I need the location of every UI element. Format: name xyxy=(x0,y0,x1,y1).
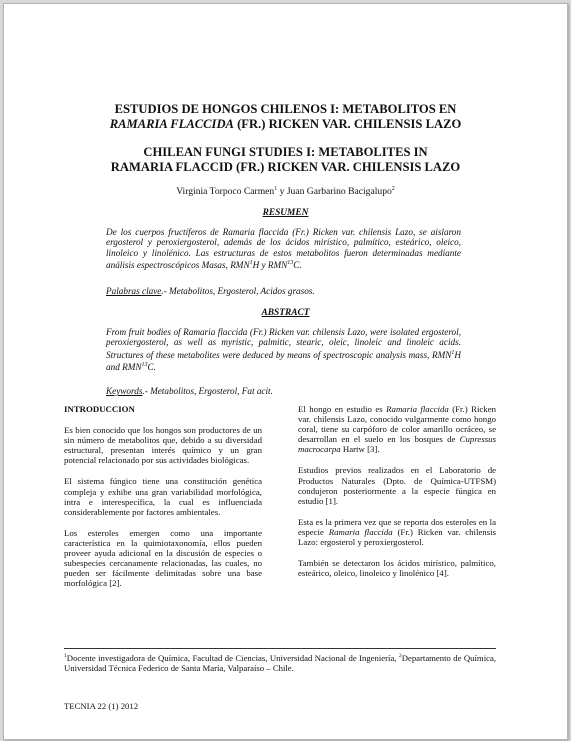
intro-paragraph-3: Los esteroles emergen como una importante característica en la quimiotaxonomía, ellos pueden proveer ayuda adicional en la discusión de especies o subespecies cercanamente relacionadas, las cuales, no pueden ser fácilmente delimitadas sobre una base morfológica [2]. xyxy=(64,527,262,589)
footnote-text-2: Departamento de Química, Universidad Técnica Federico de Santa María, Valparaíso – Chile. xyxy=(64,652,496,674)
footnote-mark-2: 2 xyxy=(398,653,402,659)
right-p3-species: Ramaria flaccida xyxy=(328,526,393,537)
abstract-body xyxy=(106,327,461,373)
abstract-heading: ABSTRACT xyxy=(261,308,310,318)
title-es-line2-rest: (FR.) RICKEN VAR. CHILENSIS LAZO xyxy=(233,117,462,131)
resumen-keywords-label: Palabras clave xyxy=(106,286,162,296)
resumen-keywords xyxy=(106,286,461,296)
right-p1-species: Ramaria flaccida xyxy=(386,404,449,414)
right-p1-text-e: Hartw [3]. xyxy=(340,444,380,455)
author-2: Juan Garbarino Bacigalupo xyxy=(286,186,392,198)
right-p3-text-c: (Fr.) Ricken var. chilensis Lazo: ergosterol y peroxiergosterol. xyxy=(298,526,497,548)
footnote-rule xyxy=(64,648,496,649)
paper-page xyxy=(3,3,568,740)
right-p1-tree-species: Cupressus macrocarpa xyxy=(298,434,496,455)
abstract-keywords xyxy=(106,386,461,396)
abstract-text-end: C. xyxy=(147,362,156,373)
abstract-keywords-label: Keywords xyxy=(106,386,143,396)
resumen-text-end: C. xyxy=(293,260,302,271)
author-1: Virginia Torpoco Carmen xyxy=(176,186,275,198)
resumen-heading: RESUMEN xyxy=(262,208,309,218)
author-line xyxy=(4,184,567,197)
resumen-sup-1: 1 xyxy=(249,260,253,267)
right-paragraph-3 xyxy=(298,517,496,547)
title-es-line2 xyxy=(4,117,567,131)
journal-footer: TECNIA 22 (1) 2012 xyxy=(64,701,139,711)
title-es-line1: ESTUDIOS DE HONGOS CHILENOS I: METABOLITOS EN xyxy=(114,102,457,116)
right-paragraph-4: También se detectaron los ácidos mirístico, palmítico, esteárico, oleico, linoleico y linolénico [4]. xyxy=(298,558,496,579)
author-1-mark: 1 xyxy=(274,186,278,192)
right-paragraph-2: Estudios previos realizados en el Laboratorio de Productos Naturales (Dpto. de Química-UTFSM) condujeron posteriormente a la especie fúngica en estudio [1]. xyxy=(298,465,496,506)
footnote-mark-1: 1 xyxy=(64,653,67,659)
resumen-text: De los cuerpos fructíferos de Ramaria flaccida (Fr.) Ricken var. chilensis Lazo, se aislaron ergosterol y peroxiergosterol, además de los ácidos mirístico, palmítico, esteárico, oleico, linoleico y linolénico. Las estructuras de estos metabolitos fueron determinadas mediante análisis espectroscópicos Masas, RMN xyxy=(106,227,461,271)
resumen-body xyxy=(106,227,461,271)
resumen-sup-2: 13 xyxy=(287,260,294,267)
resumen-text-mid: H y RMN xyxy=(252,260,288,271)
footnote-text-1: Docente investigadora de Química, Facultad de Ciencias, Universidad Nacional de Ingeniería, xyxy=(66,652,399,663)
abstract-sup-2: 13 xyxy=(141,362,148,369)
abstract-sup-1: 1 xyxy=(451,349,455,356)
intro-heading: INTRODUCCION xyxy=(64,404,135,414)
right-p1-text-c: (Fr.) Ricken var. chilensis Lazo, conocido vulgarmente como hongo coral, tiene su carpóforo de color amarillo ocráceo, se desarrollan en el suelo en los bosques de xyxy=(298,404,496,445)
right-p1-text-a: El hongo en estudio es xyxy=(298,404,387,414)
abstract-keywords-text: .- Metabolitos, Ergosterol, Fat acit. xyxy=(142,386,273,396)
intro-paragraph-1: Es bien conocido que los hongos son productores de un sin número de metabolitos que, debido a su diversidad estructural, presentan interés químico y un gran potencial relacionado por sus actividades biológicas. xyxy=(64,425,262,466)
column-left xyxy=(64,404,262,599)
intro-paragraph-2: El sistema fúngico tiene una constitución genética compleja y exhibe una gran variabilidad morfológica, intra e interespecífica, la cual es influenciada considerablemente por factores ambientales. xyxy=(64,476,262,517)
title-en-line2: RAMARIA FLACCID (FR.) RICKEN VAR. CHILENSIS LAZO xyxy=(110,160,461,174)
author-separator: y xyxy=(277,186,287,198)
author-2-mark: 2 xyxy=(391,186,395,192)
right-paragraph-1 xyxy=(298,404,496,454)
title-es-species: RAMARIA FLACCIDA xyxy=(109,117,234,131)
abstract-text: From fruit bodies of Ramaria flaccida (Fr.) Ricken var. chilensis Lazo, were isolated ergosterol, peroxiergosterol, as well as myristic, palmitic, stearic, oleic, linoleic and linoleic acids. Structures of these metabolites were deduced by means of spectroscopic analysis mass, RMN xyxy=(106,327,461,360)
footnote xyxy=(64,651,496,674)
abstract-text-mid: H and RMN xyxy=(106,349,461,373)
right-p3-text-a: Esta es la primera vez que se reporta dos esteroles en la especie xyxy=(298,516,496,537)
column-right xyxy=(298,404,496,589)
title-en-line1: CHILEAN FUNGI STUDIES I: METABOLITES IN xyxy=(143,145,428,159)
resumen-keywords-text: .- Metabolitos, Ergosterol, Acidos grasos. xyxy=(161,286,315,296)
